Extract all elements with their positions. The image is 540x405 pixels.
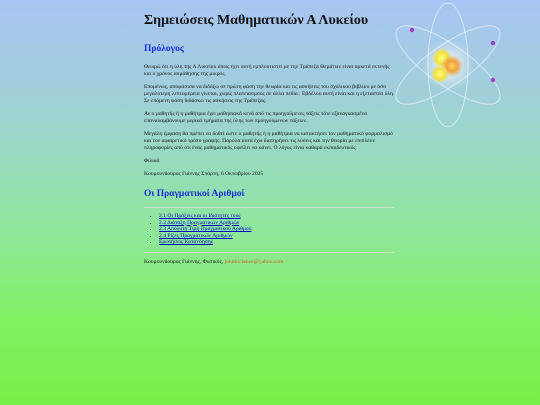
prologue-paragraph-1: Θεωρώ ότι η ύλη της Α Λυκείου όπως έχει αυτή εμπλουτιστεί με την Τράπεζα Θεμάτων είναι αρκετά εκτενής και ο χρόνος ακμάθησης της μικρός.	[144, 64, 390, 77]
page-title: Σημειώσεις Μαθηματικών Α Λυκείου	[144, 13, 369, 28]
chapter-link-2-4[interactable]: 2.4 Ρίζες Πραγματικών Αριθμών	[159, 232, 233, 239]
list-item	[159, 213, 396, 220]
list-item	[159, 220, 396, 227]
footer	[144, 259, 396, 266]
footer-author: Κουμουνδούρος Γιάννης, Φυσικός,	[144, 258, 224, 265]
list-item	[159, 233, 396, 240]
list-item	[159, 226, 396, 233]
email-link[interactable]: johnkscience@yahoo.com	[224, 258, 284, 265]
prologue-paragraph-3: Αν ο μαθητής ή η μαθήτρια έχει μαθησιακά κενά από τις προηγούμενες τάξεις τότε εξαναγκασμένα επαναλαμβάνουμε μερικά τμήματα της ύλης των προηγούμενων τάξεων.	[144, 111, 368, 124]
comprehension-questions-link[interactable]: Ερωτήσεις Κατανόησης	[159, 239, 213, 246]
main-content	[144, 10, 396, 266]
prologue-paragraph-2: Επομένως, αποφάσισα να διδάξω σε πρώτη φάση την θεωρία και τις ασκήσεις του σχολικού βιβλίου με όσο μεγαλύτερη λεπτομέρεια γίνεται, χωρίς πλατειασμούς σε άλλα πεδία . Εβδέλου αυτή είναι και η εξεταστέα ύλη. Σε επόμενη φάση διδάσκω τις ασκήσεις της Τράπεζας.	[144, 84, 395, 104]
prologue-heading: Πρόλογος	[144, 44, 184, 54]
author-date: Κουμουνδούρος Γιάννης Σπάρτη, 6 Οκτωβρίου 2025	[144, 171, 264, 177]
list-item	[159, 239, 396, 246]
chapter-link-2-2[interactable]: 2.2 Διάταξη Πραγματικών Αριθμών	[159, 219, 240, 226]
atom-decoration	[380, 0, 540, 140]
signoff: Φιλικά	[144, 158, 160, 164]
divider	[144, 252, 394, 253]
chapter-link-2-3[interactable]: 2.3 Απόλυτη Τιμή Πραγματικού Αριθμού	[159, 226, 252, 233]
real-numbers-heading: Οι Πραγματικοί Αριθμοί	[144, 189, 245, 199]
divider	[144, 207, 394, 208]
prologue-paragraph-4: Μεγάλη έμφαση θα πρέπει να δοθεί ώστε ο μαθητής ή η μαθήτρια να κατακτήσει τον μαθηματικό φορμαλισμό και τον αφαιρετικό τρόπο γραφής. Παρόλα αυτά έχω διατηρήσει τις λύσεις και την θεωρία με επιπλέον πληροφορίες από ότι ένας μαθηματικός οφείλει να κάνει. Ο λόγος είναι καθαρά εκπαιδευτικός.	[144, 131, 393, 151]
chapter-link-2-1[interactable]: 2.1 Οι Πράξεις και οι Ιδιότητές τους	[159, 213, 241, 219]
chapter-list	[159, 213, 396, 246]
